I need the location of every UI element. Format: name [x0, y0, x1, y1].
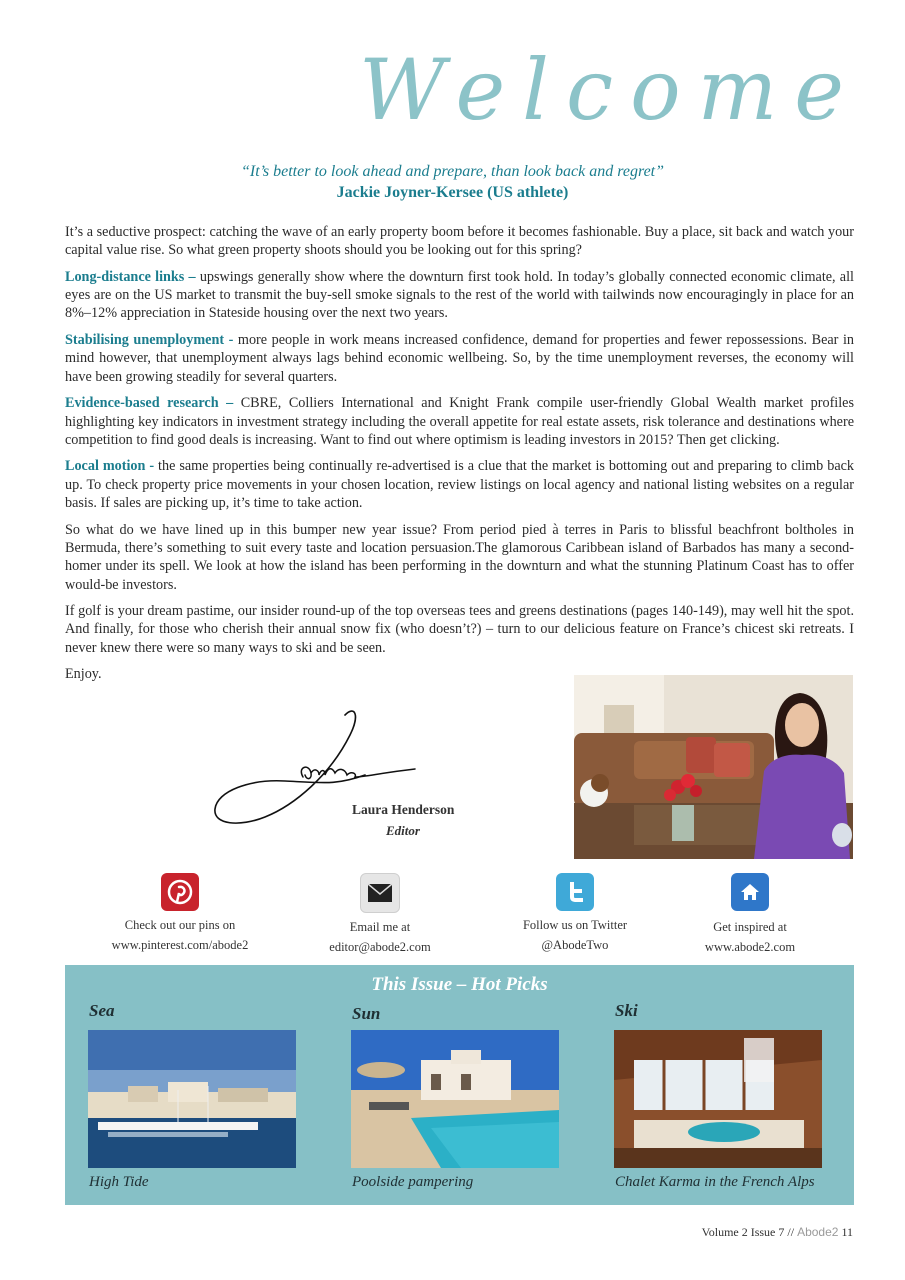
envelope-icon: [367, 883, 393, 903]
point-paragraph: [65, 331, 854, 386]
pick-caption-sun: Poolside pampering: [352, 1174, 474, 1190]
point-paragraph: [65, 268, 854, 323]
contact-link[interactable]: editor@abode2.com: [329, 940, 431, 954]
contact-line: Get inspired at: [713, 920, 787, 934]
pick-caption-sea: High Tide: [89, 1174, 149, 1190]
hot-picks-title: This Issue – Hot Picks: [371, 974, 548, 995]
contact-link[interactable]: www.pinterest.com/abode2: [111, 938, 249, 952]
twitter-icon: [562, 879, 588, 905]
pinterest-icon: [167, 879, 193, 905]
pick-label-sun: Sun: [352, 1004, 381, 1023]
point-paragraph: [65, 457, 854, 512]
closing-line: Enjoy.: [65, 666, 102, 683]
point-lead: Local motion -: [65, 458, 155, 475]
issue-paragraph: So what do we have lined up in this bumper new year issue? From period pied à terres in Paris to blissful beachfront boltholes in Bermuda, there’s something to suit every taste and location persuasion.The glamorous Caribbean island of Barbados has many a second-homer under its spell. We look at how the island has been performing in the downturn and what the stunning Platinum Coast has to offer would-be investors.: [65, 521, 854, 593]
envelope-icon[interactable]: [360, 873, 400, 913]
issue-number: Volume 2 Issue 7 //: [701, 1225, 798, 1239]
intro-paragraph: It’s a seductive prospect: catching the wave of an early property boom before it becomes fashionable. Buy a place, sit back and watch your capital value rise. So what green property shoots should you be looking out for this spring?: [65, 224, 854, 259]
contact-twitter[interactable]: [500, 873, 650, 955]
point-lead: Long-distance links –: [65, 268, 196, 285]
contact-line: Check out our pins on: [124, 918, 236, 932]
point-text: upswings generally show where the downturn first took hold. In today’s globally connected economic climate, all eyes are on the US market to transmit the buy-sell smoke signals to the rest of the world with tailwinds now encouragingly in place for an 8%–12% appreciation in Stateside housing over the next two years.: [65, 268, 854, 322]
editor-title: Editor: [386, 823, 420, 838]
quote-block: [0, 161, 905, 203]
page-title: Welcome: [358, 41, 861, 139]
pick-image-sea[interactable]: [88, 1030, 296, 1168]
pick-image-ski[interactable]: [614, 1030, 822, 1168]
pick-caption-ski: Chalet Karma in the French Alps: [615, 1174, 815, 1190]
quote-text: “It’s better to look ahead and prepare, than look back and regret”: [240, 163, 665, 180]
home-icon[interactable]: [731, 873, 769, 911]
editor-photo: [574, 675, 853, 859]
contact-link[interactable]: www.abode2.com: [704, 940, 796, 954]
contact-pinterest[interactable]: [95, 873, 265, 955]
quote-author: Jackie Joyner-Kersee (US athlete): [336, 184, 569, 201]
article-body: [65, 223, 854, 692]
contact-website[interactable]: [680, 873, 820, 957]
pinterest-icon[interactable]: [161, 873, 199, 911]
editor-name: Laura Henderson: [352, 802, 455, 817]
pick-image-sun[interactable]: [351, 1030, 559, 1168]
page-footer: [702, 1225, 853, 1240]
contact-link[interactable]: @AbodeTwo: [541, 938, 609, 952]
pick-label-ski: Ski: [615, 1001, 638, 1020]
brand-name: Abode2: [797, 1225, 839, 1239]
point-lead: Stabilising unemployment -: [65, 332, 234, 349]
hot-picks-panel: [65, 965, 854, 1205]
point-paragraph: [65, 394, 854, 449]
point-text: the same properties being continually re-advertised is a clue that the market is bottoming out and preparing to climb back up. To check property price movements in your chosen location, review listings on local agency and national listing websites on a regular basis. If sales are picking up, it’s time to take action.: [65, 458, 855, 512]
contact-email[interactable]: [305, 873, 455, 957]
point-text: CBRE, Colliers International and Knight Frank compile user-friendly Global Wealth market profiles highlighting key indicators in investment strategy including the overall appetite for real estate assets, risk tolerance and destinations where competition to find good deals is increasing. Want to find out where optimism is leading investors in 2015? Then get clicking.: [65, 395, 854, 448]
page-number: 11: [838, 1225, 853, 1239]
point-text: more people in work means increased confidence, demand for properties and fewer repossessions. Bear in mind however, that unemployment always lags behind economic wellbeing. So, by the time unemployment reverses, the economy will have been growing steadily for several quarters.: [65, 332, 854, 385]
point-lead: Evidence-based research –: [65, 395, 234, 412]
contact-line: Follow us on Twitter: [522, 918, 628, 932]
contact-line: Email me at: [349, 920, 411, 934]
twitter-icon[interactable]: [556, 873, 594, 911]
home-icon: [738, 880, 762, 904]
pick-label-sea: Sea: [89, 1001, 115, 1020]
golf-paragraph: If golf is your dream pastime, our insider round-up of the top overseas tees and greens destinations (pages 140-149), may well hit the spot. And finally, for those who cherish their annual snow fix (who doesn’t?) – turn to our delicious feature on France’s chicest ski retreats. I never knew there were so many ways to ski and be seen.: [65, 603, 854, 656]
